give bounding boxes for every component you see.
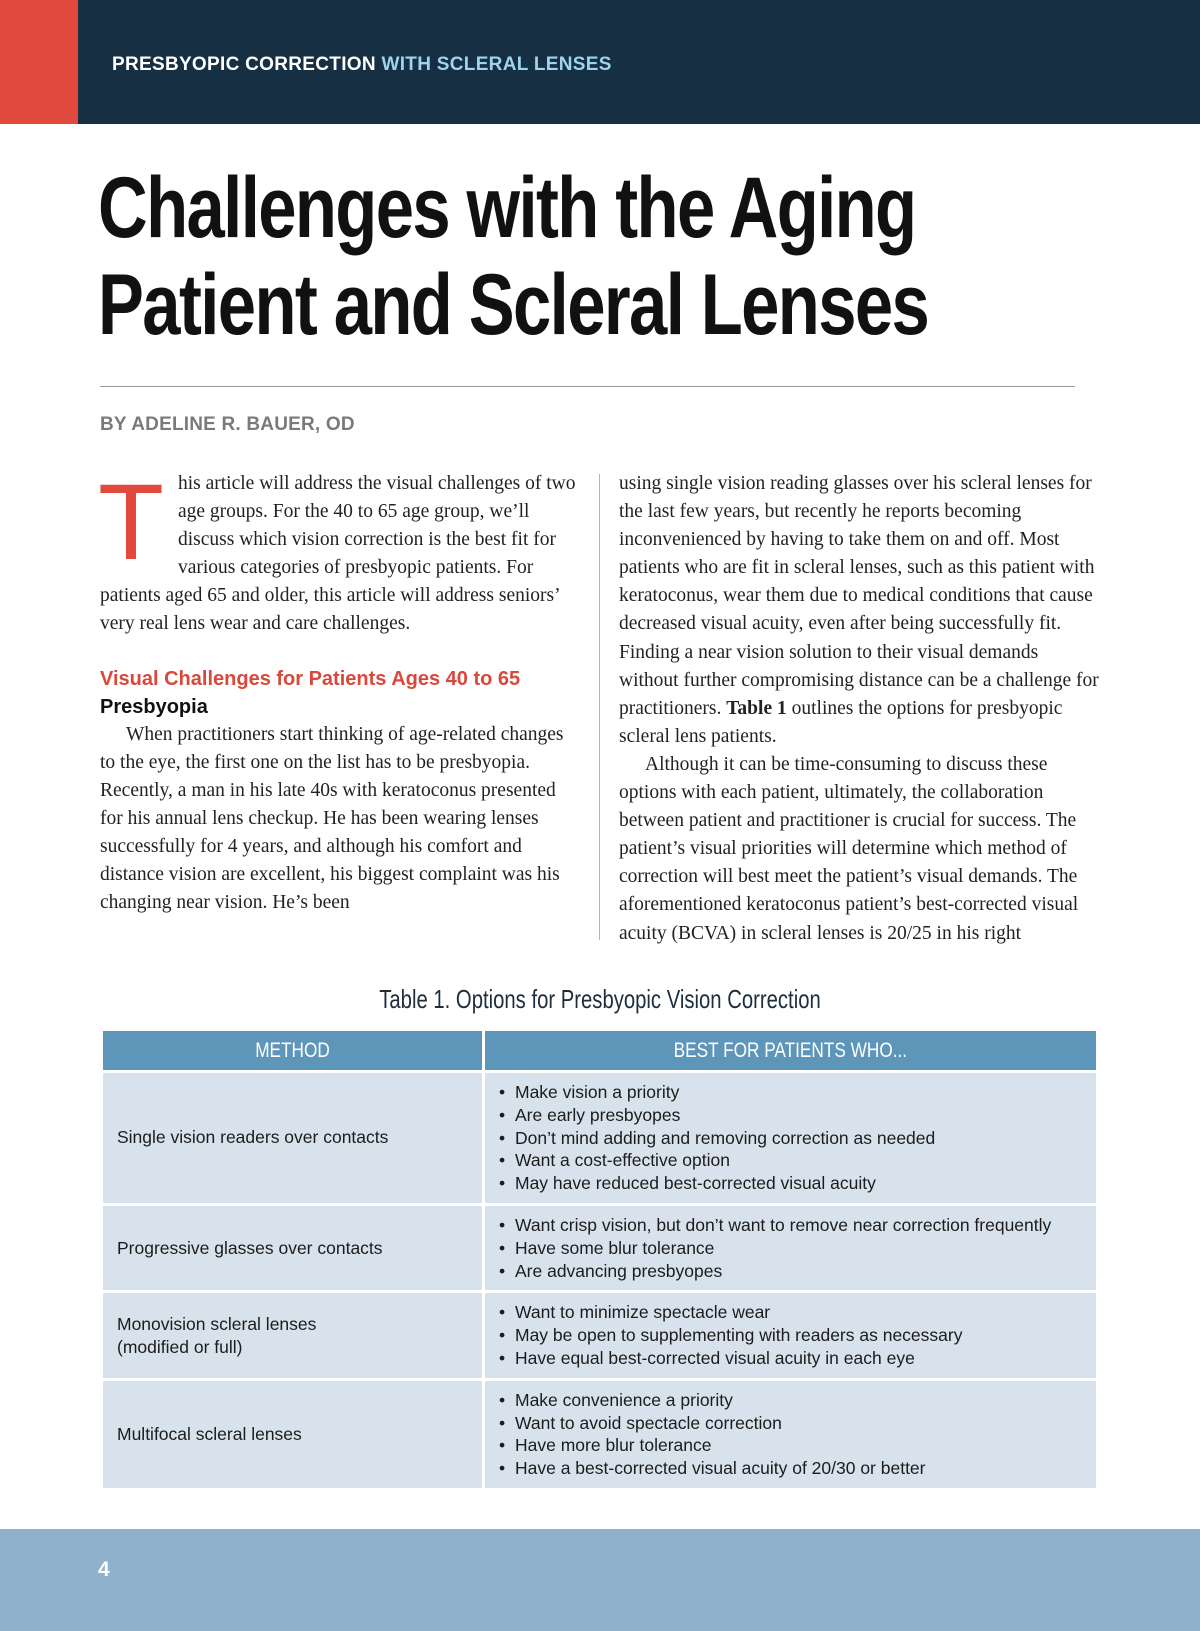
method-label: Multifocal scleral lenses xyxy=(117,1423,302,1444)
bullet-item: • Want a cost-effective option xyxy=(499,1149,1096,1172)
section-label-part1: PRESBYOPIC CORRECTION xyxy=(112,54,376,75)
table-reference: Table 1 xyxy=(726,697,787,719)
bullet-item: • Have more blur tolerance xyxy=(499,1434,1096,1457)
section-heading: Visual Challenges for Patients Ages 40 to 65 xyxy=(100,667,521,690)
method-label: Progressive glasses over contacts xyxy=(117,1237,383,1258)
table-header-row xyxy=(102,1030,1098,1072)
bullet-item: • Don’t mind adding and removing correction as needed xyxy=(499,1127,1096,1150)
bullet-item: • Have equal best-corrected visual acuity in each eye xyxy=(499,1347,1096,1370)
body-paragraph-3: Although it can be time-consuming to discuss these options with each patient, ultimately, the collaboration between patient and practitioner is crucial for success. The patient’s visual priorities will determine which method of correction will best meet the patient’s visual demands. The aforementioned keratoconus patient’s best-corrected visual acuity (BCVA) in scleral lenses is 20/25 in his right xyxy=(619,753,1079,944)
table-title xyxy=(0,984,1200,1015)
table-title-text: Table 1. Options for Presbyopic Vision Correction xyxy=(379,984,821,1014)
options-table xyxy=(100,1028,1099,1491)
bullet-item: • Are advancing presbyopes xyxy=(499,1260,1096,1283)
method-cell xyxy=(102,1292,484,1379)
column-left xyxy=(98,461,580,917)
bullet-list xyxy=(499,1081,1096,1195)
table-row xyxy=(102,1204,1098,1291)
best-for-cell xyxy=(484,1072,1098,1205)
bullet-list xyxy=(499,1389,1096,1480)
best-for-cell xyxy=(484,1292,1098,1379)
intro-text: his article will address the visual challenges of two age groups. For the 40 to 65 age group, we’ll discuss which vision correction is the best fit for various categories of presbyopic patients. For patients aged 65 and older, this article will address seniors’ very real lens wear and care challenges. xyxy=(100,473,576,635)
bullet-item: • Want to avoid spectacle correction xyxy=(499,1412,1096,1435)
bullet-item: • Make vision a priority xyxy=(499,1081,1096,1104)
body-paragraph-2 xyxy=(619,470,1099,751)
bullet-item: • May have reduced best-corrected visual acuity xyxy=(499,1172,1096,1195)
table-row xyxy=(102,1072,1098,1205)
bullet-item: • Are early presbyopes xyxy=(499,1104,1096,1127)
article-title-line1: Challenges with the Aging xyxy=(98,160,916,256)
title-rule xyxy=(100,386,1075,387)
article-title xyxy=(98,160,929,354)
section-label xyxy=(112,54,612,76)
bullet-item: • Want to minimize spectacle wear xyxy=(499,1301,1096,1324)
method-label: Monovision scleral lenses xyxy=(117,1313,317,1334)
header-method xyxy=(102,1030,484,1072)
column-divider xyxy=(599,474,600,940)
byline: BY ADELINE R. BAUER, OD xyxy=(100,414,355,435)
method-label: Single vision readers over contacts xyxy=(117,1127,389,1148)
column-right xyxy=(619,470,1099,948)
body-paragraph-1: When practitioners start thinking of age-related changes to the eye, the first one on the list has to be presbyopia. Recently, a man in his late 40s with keratoconus presented for his annual lens checkup. He has been wearing lenses successfully for 4 years, and although his comfort and distance vision are excellent, his biggest complaint was his changing near vision. He’s been xyxy=(100,723,564,914)
bullet-item: • Have some blur tolerance xyxy=(499,1237,1096,1260)
page-number: 4 xyxy=(98,1558,110,1581)
bullet-list xyxy=(499,1214,1096,1282)
table-row xyxy=(102,1292,1098,1379)
table-row xyxy=(102,1379,1098,1489)
drop-cap: T xyxy=(98,461,164,582)
bullet-item: • Have a best-corrected visual acuity of 20/30 or better xyxy=(499,1457,1096,1480)
article-title-line2: Patient and Scleral Lenses xyxy=(98,257,929,353)
bullet-item: • Want crisp vision, but don’t want to remove near correction frequently xyxy=(499,1214,1096,1237)
method-cell xyxy=(102,1072,484,1205)
method-sublabel: (modified or full) xyxy=(117,1336,243,1357)
header-method-label: METHOD xyxy=(255,1038,330,1062)
body-paragraph-2-start: using single vision reading glasses over his scleral lenses for the last few years, but recently he reports becoming inconvenienced by having to take them on and off. Most patients who are fit in scleral lenses, such as this patient with keratoconus, wear them due to medical conditions that cause decreased visual acuity, even after being successfully fit. Finding a near vision solution to their visual demands without further compromising distance can be a challenge for practitioners. xyxy=(619,473,1099,719)
intro-paragraph xyxy=(98,461,580,639)
body-paragraph-2-end: outlines the options for presbyopic scleral lens patients. xyxy=(619,697,1063,747)
header-accent-block xyxy=(0,0,78,124)
section-label-part2: WITH SCLERAL LENSES xyxy=(381,54,612,75)
header-best-for xyxy=(484,1030,1098,1072)
method-cell xyxy=(102,1204,484,1291)
bullet-list xyxy=(499,1301,1096,1369)
footer-bar xyxy=(0,1529,1200,1631)
sub-heading: Presbyopia xyxy=(100,695,208,718)
method-cell xyxy=(102,1379,484,1489)
bullet-item: • Make convenience a priority xyxy=(499,1389,1096,1412)
header-best-for-label: BEST FOR PATIENTS WHO... xyxy=(673,1038,908,1062)
best-for-cell xyxy=(484,1204,1098,1291)
bullet-item: • May be open to supplementing with readers as necessary xyxy=(499,1324,1096,1347)
best-for-cell xyxy=(484,1379,1098,1489)
